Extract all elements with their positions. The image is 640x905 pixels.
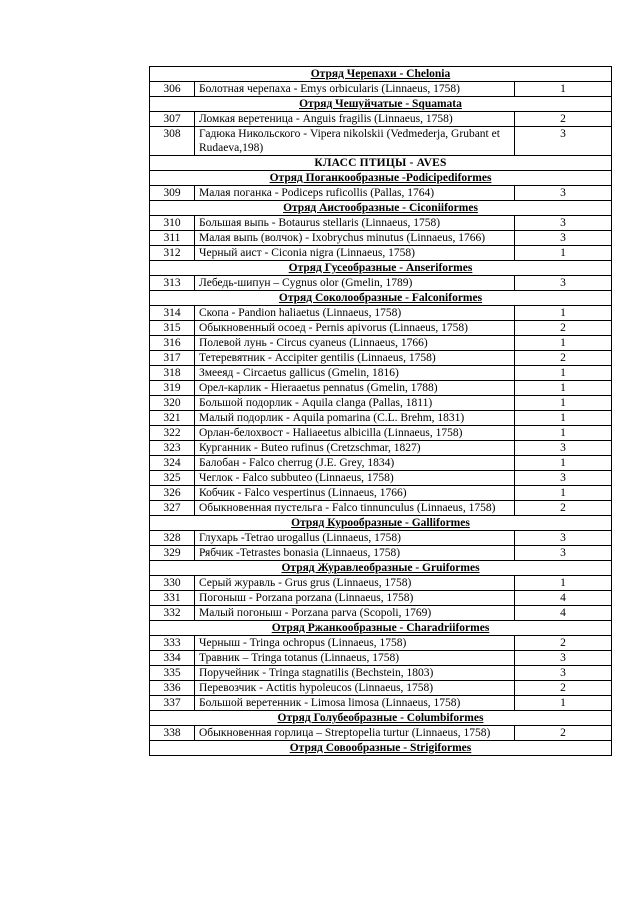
section-heading-cell — [150, 67, 612, 82]
species-name: Погоныш - Porzana porzana (Linnaeus, 1758) — [195, 591, 515, 606]
row-number: 338 — [150, 726, 195, 741]
category-value: 3 — [515, 186, 612, 201]
species-row — [150, 336, 612, 351]
species-name: Тетеревятник - Accipiter gentilis (Linnaeus, 1758) — [195, 351, 515, 366]
section-heading-cell — [150, 516, 612, 531]
species-name: Поручейник - Tringa stagnatilis (Bechstein, 1803) — [195, 666, 515, 681]
species-name: Кобчик - Falco vespertinus (Linnaeus, 1766) — [195, 486, 515, 501]
section-heading-cell — [150, 261, 612, 276]
species-row — [150, 636, 612, 651]
order-heading: Отряд Черепахи - Chelonia — [310, 68, 451, 80]
category-value: 3 — [515, 666, 612, 681]
row-number: 310 — [150, 216, 195, 231]
order-heading: Отряд Поганкообразные -Podicipediformes — [269, 172, 492, 184]
species-name: Змееяд - Circaetus gallicus (Gmelin, 1816) — [195, 366, 515, 381]
section-heading-cell — [150, 741, 612, 756]
row-number: 330 — [150, 576, 195, 591]
order-header-row — [150, 516, 612, 531]
row-number: 333 — [150, 636, 195, 651]
category-value: 1 — [515, 576, 612, 591]
category-value: 2 — [515, 636, 612, 651]
row-number: 306 — [150, 82, 195, 97]
species-name: Обыкновенная пустельга - Falco tinnunculus (Linnaeus, 1758) — [195, 501, 515, 516]
category-value: 1 — [515, 696, 612, 711]
section-heading-cell — [150, 291, 612, 306]
species-name: Балобан - Falco cherrug (J.E. Grey, 1834) — [195, 456, 515, 471]
category-value: 1 — [515, 456, 612, 471]
species-row — [150, 606, 612, 621]
row-number: 325 — [150, 471, 195, 486]
category-value: 1 — [515, 366, 612, 381]
species-row — [150, 366, 612, 381]
row-number: 324 — [150, 456, 195, 471]
species-row — [150, 591, 612, 606]
species-table — [149, 66, 612, 756]
order-heading: Отряд Совообразные - Strigiformes — [289, 742, 472, 754]
species-row — [150, 681, 612, 696]
species-row — [150, 216, 612, 231]
species-row — [150, 231, 612, 246]
species-row — [150, 486, 612, 501]
species-name: Чеглок - Falco subbuteo (Linnaeus, 1758) — [195, 471, 515, 486]
row-number: 314 — [150, 306, 195, 321]
row-number: 337 — [150, 696, 195, 711]
row-number: 328 — [150, 531, 195, 546]
category-value: 2 — [515, 501, 612, 516]
species-row — [150, 576, 612, 591]
species-name: Обыкновенная горлица – Streptopelia turtur (Linnaeus, 1758) — [195, 726, 515, 741]
category-value: 3 — [515, 546, 612, 561]
species-name: Малый погоныш - Porzana parva (Scopoli, 1769) — [195, 606, 515, 621]
species-name: Малая поганка - Podiceps ruficollis (Pallas, 1764) — [195, 186, 515, 201]
order-heading: Отряд Курообразные - Galliformes — [291, 517, 470, 529]
order-header-row — [150, 711, 612, 726]
species-name: Черный аист - Ciconia nigra (Linnaeus, 1758) — [195, 246, 515, 261]
category-value: 3 — [515, 651, 612, 666]
category-value: 2 — [515, 726, 612, 741]
species-row — [150, 381, 612, 396]
order-header-row — [150, 291, 612, 306]
row-number: 322 — [150, 426, 195, 441]
category-value: 2 — [515, 112, 612, 127]
species-name: Малая выпь (волчок) - Ixobrychus minutus (Linnaeus, 1766) — [195, 231, 515, 246]
order-header-row — [150, 741, 612, 756]
species-row — [150, 321, 612, 336]
species-name: Полевой лунь - Circus cyaneus (Linnaeus, 1766) — [195, 336, 515, 351]
row-number: 318 — [150, 366, 195, 381]
category-value: 2 — [515, 681, 612, 696]
species-name: Перевозчик - Actitis hypoleucos (Linnaeus, 1758) — [195, 681, 515, 696]
species-name: Травник – Tringa totanus (Linnaeus, 1758) — [195, 651, 515, 666]
class-heading: КЛАСС ПТИЦЫ - AVES — [314, 157, 447, 169]
category-value: 3 — [515, 216, 612, 231]
row-number: 315 — [150, 321, 195, 336]
section-heading-cell — [150, 711, 612, 726]
order-heading: Отряд Голубеобразные - Columbiformes — [277, 712, 484, 724]
species-name: Серый журавль - Grus grus (Linnaeus, 1758) — [195, 576, 515, 591]
row-number: 307 — [150, 112, 195, 127]
species-name: Большая выпь - Botaurus stellaris (Linnaeus, 1758) — [195, 216, 515, 231]
species-name: Лебедь-шипун – Cygnus olor (Gmelin, 1789) — [195, 276, 515, 291]
category-value: 1 — [515, 336, 612, 351]
species-row — [150, 306, 612, 321]
species-name: Большой веретенник - Limosa limosa (Linnaeus, 1758) — [195, 696, 515, 711]
species-row — [150, 426, 612, 441]
species-row — [150, 501, 612, 516]
row-number: 335 — [150, 666, 195, 681]
category-value: 3 — [515, 471, 612, 486]
order-header-row — [150, 201, 612, 216]
row-number: 308 — [150, 127, 195, 156]
row-number: 317 — [150, 351, 195, 366]
category-value: 4 — [515, 591, 612, 606]
row-number: 313 — [150, 276, 195, 291]
section-heading-cell — [150, 171, 612, 186]
row-number: 321 — [150, 411, 195, 426]
species-name: Черныш - Tringa ochropus (Linnaeus, 1758) — [195, 636, 515, 651]
category-value: 4 — [515, 606, 612, 621]
species-name: Орлан-белохвост - Haliaeetus albicilla (Linnaeus, 1758) — [195, 426, 515, 441]
section-heading-cell — [150, 156, 612, 171]
category-value: 2 — [515, 321, 612, 336]
class-header-row — [150, 156, 612, 171]
row-number: 327 — [150, 501, 195, 516]
species-row — [150, 666, 612, 681]
category-value: 1 — [515, 246, 612, 261]
category-value: 1 — [515, 82, 612, 97]
species-row — [150, 651, 612, 666]
order-heading: Отряд Гусеобразные - Anseriformes — [288, 262, 473, 274]
species-row — [150, 456, 612, 471]
row-number: 309 — [150, 186, 195, 201]
species-name: Ломкая веретеница - Anguis fragilis (Linnaeus, 1758) — [195, 112, 515, 127]
category-value: 1 — [515, 396, 612, 411]
section-heading-cell — [150, 201, 612, 216]
row-number: 311 — [150, 231, 195, 246]
category-value: 1 — [515, 486, 612, 501]
category-value: 3 — [515, 127, 612, 156]
order-header-row — [150, 171, 612, 186]
order-heading: Отряд Ржанкообразные - Charadriiformes — [271, 622, 490, 634]
species-row — [150, 396, 612, 411]
order-header-row — [150, 97, 612, 112]
category-value: 3 — [515, 276, 612, 291]
category-value: 1 — [515, 426, 612, 441]
species-row — [150, 112, 612, 127]
species-row — [150, 186, 612, 201]
order-header-row — [150, 67, 612, 82]
category-value: 2 — [515, 351, 612, 366]
row-number: 336 — [150, 681, 195, 696]
section-heading-cell — [150, 561, 612, 576]
species-table-body — [150, 67, 612, 756]
species-row — [150, 696, 612, 711]
row-number: 316 — [150, 336, 195, 351]
row-number: 334 — [150, 651, 195, 666]
species-row — [150, 82, 612, 97]
species-row — [150, 726, 612, 741]
row-number: 320 — [150, 396, 195, 411]
row-number: 331 — [150, 591, 195, 606]
species-name: Большой подорлик - Aquila clanga (Pallas, 1811) — [195, 396, 515, 411]
species-row — [150, 471, 612, 486]
row-number: 323 — [150, 441, 195, 456]
species-name: Обыкновенный осоед - Pernis apivorus (Linnaeus, 1758) — [195, 321, 515, 336]
row-number: 329 — [150, 546, 195, 561]
species-name: Орел-карлик - Hieraaetus pennatus (Gmelin, 1788) — [195, 381, 515, 396]
species-row — [150, 246, 612, 261]
species-row — [150, 411, 612, 426]
species-name: Курганник - Buteo rufinus (Cretzschmar, 1827) — [195, 441, 515, 456]
species-name: Скопа - Pandion haliaetus (Linnaeus, 1758) — [195, 306, 515, 321]
order-heading: Отряд Чешуйчатые - Squamata — [299, 98, 462, 110]
species-name: Болотная черепаха - Emys orbicularis (Linnaeus, 1758) — [195, 82, 515, 97]
row-number: 332 — [150, 606, 195, 621]
order-heading: Отряд Журавлеобразные - Gruiformes — [281, 562, 480, 574]
category-value: 3 — [515, 231, 612, 246]
order-heading: Отряд Аистообразные - Ciconiiformes — [283, 202, 478, 214]
species-row — [150, 441, 612, 456]
row-number: 326 — [150, 486, 195, 501]
category-value: 1 — [515, 381, 612, 396]
order-header-row — [150, 261, 612, 276]
section-heading-cell — [150, 97, 612, 112]
order-heading: Отряд Соколообразные - Falconiformes — [278, 292, 483, 304]
order-header-row — [150, 621, 612, 636]
species-row — [150, 351, 612, 366]
row-number: 319 — [150, 381, 195, 396]
species-row — [150, 546, 612, 561]
category-value: 3 — [515, 441, 612, 456]
row-number: 312 — [150, 246, 195, 261]
category-value: 1 — [515, 411, 612, 426]
species-row — [150, 531, 612, 546]
species-name: Глухарь -Tetrao urogallus (Linnaeus, 1758) — [195, 531, 515, 546]
species-row — [150, 127, 612, 156]
category-value: 1 — [515, 306, 612, 321]
species-name: Рябчик -Tetrastes bonasia (Linnaeus, 1758) — [195, 546, 515, 561]
section-heading-cell — [150, 621, 612, 636]
order-header-row — [150, 561, 612, 576]
species-name: Гадюка Никольского - Vipera nikolskii (Vedmederja, Grubant et Rudaeva,198) — [195, 127, 515, 156]
category-value: 3 — [515, 531, 612, 546]
species-name: Малый подорлик - Aquila pomarina (C.L. Brehm, 1831) — [195, 411, 515, 426]
species-row — [150, 276, 612, 291]
